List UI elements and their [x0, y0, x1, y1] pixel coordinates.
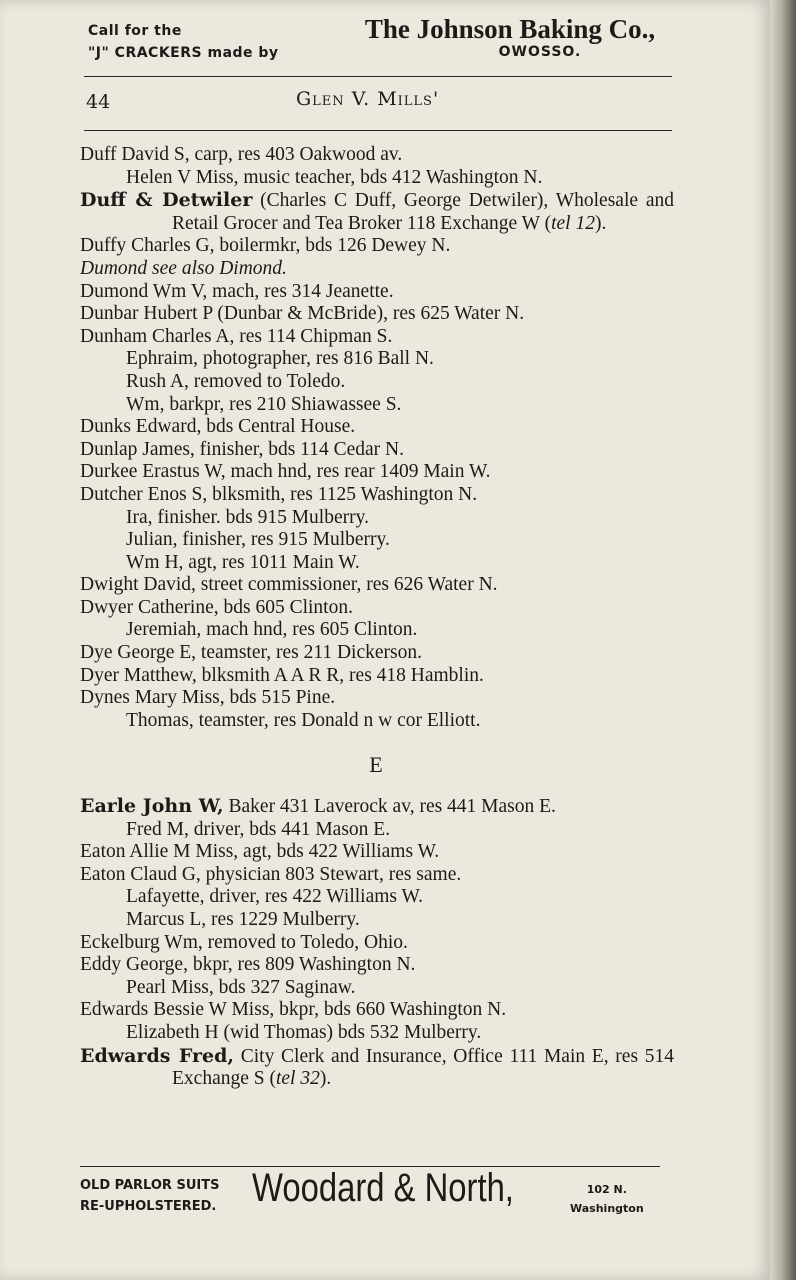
entry-text: Helen V Miss, music teacher, bds 412 Washington N. — [126, 166, 543, 188]
top-ad-town: OWOSSO. — [498, 44, 582, 60]
entry-text: Duff David S, carp, res 403 Oakwood av. — [80, 144, 403, 165]
directory-entry — [80, 977, 674, 1000]
directory-entry — [80, 281, 674, 304]
entry-text: Dyer Matthew, blksmith A A R R, res 418 Hamblin. — [80, 664, 484, 686]
entry-text: Dunham Charles A, res 114 Chipman S. — [80, 325, 393, 347]
directory-entry — [80, 665, 674, 688]
directory-entry — [80, 461, 674, 484]
top-ad-line2: "J" CRACKERS made by — [88, 45, 279, 61]
entry-text: Eddy George, bkpr, res 809 Washington N. — [80, 954, 416, 976]
entry-text: Dwight David, street commissioner, res 626 Water N. — [80, 574, 498, 596]
entry-text: Edwards Bessie W Miss, bkpr, bds 660 Washington N. — [80, 999, 507, 1021]
directory-entry — [80, 258, 674, 281]
bottom-ad-line1: OLD PARLOR SUITS — [80, 1178, 220, 1193]
directory-entry — [80, 642, 674, 665]
directory-listing — [80, 144, 674, 1091]
entry-text: Julian, finisher, res 915 Mulberry. — [126, 529, 390, 551]
entry-text: Duffy Charles G, boilermkr, bds 126 Dewey N. — [80, 235, 451, 257]
bottom-ad-line2: RE-UPHOLSTERED. — [80, 1199, 217, 1214]
entry-text: Ephraim, photographer, res 816 Ball N. — [126, 348, 434, 370]
entry-tel: tel 12 — [551, 212, 595, 234]
entry-text: Dye George E, teamster, res 211 Dickerson. — [80, 642, 422, 664]
bottom-ad-company: Woodard & North, — [252, 1166, 514, 1210]
directory-entry — [80, 795, 674, 819]
directory-entry — [80, 1022, 674, 1045]
directory-entry — [80, 932, 674, 955]
directory-entry — [80, 235, 674, 258]
entry-text: Wm, barkpr, res 210 Shiawassee S. — [126, 393, 402, 415]
directory-entry — [80, 999, 674, 1022]
entry-text: Dunks Edward, bds Central House. — [80, 416, 356, 438]
directory-entry — [80, 687, 674, 710]
directory-entry — [80, 552, 674, 575]
bottom-ad-addr2: Washington — [570, 1202, 644, 1215]
section-letter: E — [369, 752, 385, 778]
directory-entry — [80, 394, 674, 417]
directory-entry — [80, 348, 674, 371]
book-edge — [770, 0, 796, 1280]
entry-text: Elizabeth H (wid Thomas) bds 532 Mulberry. — [126, 1021, 482, 1043]
directory-entry — [80, 909, 674, 932]
entry-text: Thomas, teamster, res Donald n w cor Elliott. — [126, 709, 481, 731]
directory-entry — [80, 597, 674, 620]
entry-text: Marcus L, res 1229 Mulberry. — [126, 909, 360, 930]
directory-entry — [80, 416, 674, 439]
directory-entry — [80, 144, 674, 167]
bottom-ad-address — [570, 1180, 644, 1218]
directory-entry — [80, 841, 674, 864]
directory-entry — [80, 439, 674, 462]
entry-text: Rush A, removed to Toledo. — [126, 370, 346, 392]
entry-text: (Charles C Duff, George Detwiler), Wholesale and Retail Grocer and Tea Broker 118 Exchange W ( — [172, 190, 674, 234]
directory-entry — [80, 484, 674, 507]
bottom-ad-tagline — [80, 1175, 219, 1217]
entry-text: Eckelburg Wm, removed to Toledo, Ohio. — [80, 931, 408, 953]
top-ad-company-block — [340, 14, 680, 60]
entry-text: Eaton Allie M Miss, agt, bds 422 Williams W. — [80, 841, 440, 863]
directory-entry — [80, 886, 674, 909]
entry-text: Dutcher Enos S, blksmith, res 1125 Washington N. — [80, 483, 478, 505]
directory-entry — [80, 819, 674, 842]
header-rule — [84, 130, 672, 131]
entry-text: Lafayette, driver, res 422 Williams W. — [126, 886, 423, 908]
directory-entry — [80, 167, 674, 190]
top-rule — [84, 76, 672, 77]
entry-text: Eaton Claud G, physician 803 Stewart, res same. — [80, 863, 462, 885]
entry-name: Duff & Detwiler — [80, 189, 253, 212]
entry-text: Fred M, driver, bds 441 Mason E. — [126, 818, 391, 840]
entry-text-end: ). — [319, 1068, 332, 1090]
entry-text-end: ). — [594, 212, 607, 234]
entry-name: Earle John W, — [80, 795, 224, 818]
entry-name: Edwards Fred, — [80, 1044, 235, 1067]
entry-text: Dwyer Catherine, bds 605 Clinton. — [80, 596, 353, 618]
page-number: 44 — [86, 91, 111, 113]
directory-entry — [80, 710, 674, 733]
entry-text: Ira, finisher. bds 915 Mulberry. — [126, 506, 369, 528]
directory-entry — [80, 326, 674, 349]
entry-text: Pearl Miss, bds 327 Saginaw. — [126, 976, 356, 998]
directory-entry — [80, 864, 674, 887]
entry-text: City Clerk and Insurance, Office 111 Main E, res 514 Exchange S ( — [172, 1045, 674, 1090]
entry-text: Dumond see also Dimond. — [80, 257, 287, 279]
directory-entry — [80, 574, 674, 597]
directory-entry — [80, 619, 674, 642]
entry-text: Dynes Mary Miss, bds 515 Pine. — [80, 687, 336, 709]
directory-entry — [80, 303, 674, 326]
directory-entry — [80, 189, 674, 235]
top-ad-tagline — [88, 20, 279, 64]
entry-text: Dunbar Hubert P (Dunbar & McBride), res 625 Water N. — [80, 303, 525, 325]
directory-entry — [80, 507, 674, 530]
entry-tel: tel 32 — [275, 1068, 320, 1090]
directory-entry — [80, 954, 674, 977]
running-head: Glen V. Mills' — [296, 88, 440, 110]
directory-entry — [80, 529, 674, 552]
entry-text: Dunlap James, finisher, bds 114 Cedar N. — [80, 438, 404, 460]
entry-text: Baker 431 Laverock av, res 441 Mason E. — [223, 796, 556, 818]
bottom-ad-addr1: 102 N. — [586, 1183, 627, 1196]
entry-text: Jeremiah, mach hnd, res 605 Clinton. — [126, 619, 418, 641]
directory-entry — [80, 371, 674, 394]
entry-text: Dumond Wm V, mach, res 314 Jeanette. — [80, 280, 394, 302]
directory-entry — [80, 1045, 674, 1091]
entry-text: Wm H, agt, res 1011 Main W. — [126, 551, 360, 573]
top-ad-line1: Call for the — [88, 23, 182, 39]
entries-e — [80, 795, 674, 1091]
entries-d — [80, 144, 674, 732]
entry-text: Durkee Erastus W, mach hnd, res rear 1409 Main W. — [80, 461, 491, 483]
top-ad-company: The Johnson Baking Co., — [364, 14, 656, 44]
